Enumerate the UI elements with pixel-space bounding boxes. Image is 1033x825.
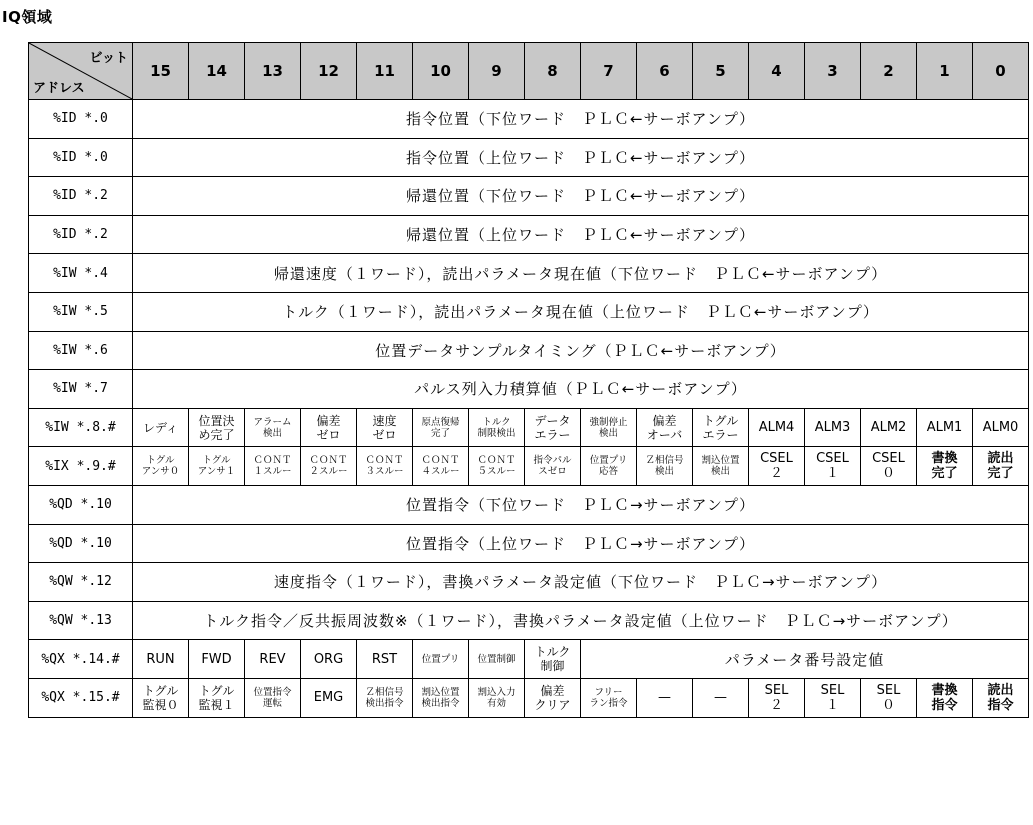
table-row [29, 138, 1029, 177]
bit-cell: ALM0 [973, 408, 1029, 447]
table-row [29, 331, 1029, 370]
bit-cell: 書換 完了 [917, 447, 973, 486]
address-cell: %QX *.15.# [29, 678, 133, 717]
bit-header: 15 [133, 43, 189, 100]
bit-cell: REV [245, 640, 301, 679]
address-cell: %ID *.2 [29, 177, 133, 216]
table-row [29, 524, 1029, 563]
word-description-cell: トルク指令／反共振周波数※（１ワード），書換パラメータ設定値（上位ワード ＰＬＣ→サーボアンプ） [133, 601, 1029, 640]
bit-header: 0 [973, 43, 1029, 100]
table-row [29, 563, 1029, 602]
bit-cell: 割込入力 有効 [469, 678, 525, 717]
bit-cell: トグル アンサ０ [133, 447, 189, 486]
bit-cell: トルク 制御 [525, 640, 581, 679]
bit-header: 4 [749, 43, 805, 100]
bit-cell: トルク 制限検出 [469, 408, 525, 447]
address-cell: %IW *.8.# [29, 408, 133, 447]
bit-cell: CSEL ２ [749, 447, 805, 486]
bit-header: 6 [637, 43, 693, 100]
table-row [29, 678, 1029, 717]
bit-cell: 偏差 ゼロ [301, 408, 357, 447]
bit-cell: ＣＯＮＴ １スルー [245, 447, 301, 486]
bit-cell: トグル アンサ１ [189, 447, 245, 486]
table-row [29, 215, 1029, 254]
address-cell: %QW *.13 [29, 601, 133, 640]
word-description-cell: 帰還位置（上位ワード ＰＬＣ←サーボアンプ） [133, 215, 1029, 254]
address-cell: %QX *.14.# [29, 640, 133, 679]
bit-cell: フリー ラン指令 [581, 678, 637, 717]
iq-area-table [28, 42, 1029, 718]
parameter-number-cell: パラメータ番号設定値 [581, 640, 1029, 679]
corner-header [29, 43, 133, 100]
word-description-cell: パルス列入力積算値（ＰＬＣ←サーボアンプ） [133, 370, 1029, 409]
address-cell: %IW *.6 [29, 331, 133, 370]
address-cell: %QW *.12 [29, 563, 133, 602]
word-description-cell: 速度指令（１ワード），書換パラメータ設定値（下位ワード ＰＬＣ→サーボアンプ） [133, 563, 1029, 602]
bit-cell: 読出 完了 [973, 447, 1029, 486]
address-cell: %IW *.4 [29, 254, 133, 293]
bit-cell: ＣＯＮＴ ３スルー [357, 447, 413, 486]
address-cell: %ID *.0 [29, 100, 133, 139]
bit-cell: 読出 指令 [973, 678, 1029, 717]
bit-cell: RUN [133, 640, 189, 679]
word-description-cell: 位置指令（上位ワード ＰＬＣ→サーボアンプ） [133, 524, 1029, 563]
word-description-cell: 位置指令（下位ワード ＰＬＣ→サーボアンプ） [133, 485, 1029, 524]
address-cell: %IW *.7 [29, 370, 133, 409]
bit-cell: ALM2 [861, 408, 917, 447]
address-cell: %QD *.10 [29, 485, 133, 524]
bit-cell: レディ [133, 408, 189, 447]
word-description-cell: 指令位置（上位ワード ＰＬＣ←サーボアンプ） [133, 138, 1029, 177]
corner-address-label: アドレス [33, 81, 85, 96]
bit-cell: 偏差 クリア [525, 678, 581, 717]
word-description-cell: トルク（１ワード），読出パラメータ現在値（上位ワード ＰＬＣ←サーボアンプ） [133, 292, 1029, 331]
corner-bit-label: ビット [89, 51, 128, 66]
table-row [29, 292, 1029, 331]
table-row [29, 370, 1029, 409]
bit-cell: ORG [301, 640, 357, 679]
word-description-cell: 位置データサンプルタイミング（ＰＬＣ←サーボアンプ） [133, 331, 1029, 370]
bit-cell: 書換 指令 [917, 678, 973, 717]
address-cell: %IX *.9.# [29, 447, 133, 486]
bit-header: 11 [357, 43, 413, 100]
bit-cell: アラーム 検出 [245, 408, 301, 447]
bit-cell: Ｚ相信号 検出 [637, 447, 693, 486]
bit-header: 5 [693, 43, 749, 100]
bit-cell: トグル 監視０ [133, 678, 189, 717]
bit-cell: 偏差 オーバ [637, 408, 693, 447]
bit-header: 13 [245, 43, 301, 100]
word-description-cell: 指令位置（下位ワード ＰＬＣ←サーボアンプ） [133, 100, 1029, 139]
table-row [29, 254, 1029, 293]
bit-cell: SEL １ [805, 678, 861, 717]
table-row [29, 408, 1029, 447]
bit-cell: RST [357, 640, 413, 679]
bit-header: 14 [189, 43, 245, 100]
word-description-cell: 帰還位置（下位ワード ＰＬＣ←サーボアンプ） [133, 177, 1029, 216]
bit-header: 3 [805, 43, 861, 100]
word-description-cell: 帰還速度（１ワード），読出パラメータ現在値（下位ワード ＰＬＣ←サーボアンプ） [133, 254, 1029, 293]
bit-cell: 位置プリ 応答 [581, 447, 637, 486]
bit-cell: CSEL ０ [861, 447, 917, 486]
bit-header: 1 [917, 43, 973, 100]
bit-cell: FWD [189, 640, 245, 679]
bit-header: 7 [581, 43, 637, 100]
table-row [29, 485, 1029, 524]
bit-cell: ＣＯＮＴ ４スルー [413, 447, 469, 486]
bit-cell: 位置プリ [413, 640, 469, 679]
table-body [29, 100, 1029, 718]
bit-cell: 速度 ゼロ [357, 408, 413, 447]
bit-cell: CSEL １ [805, 447, 861, 486]
bit-cell: 位置決 め完了 [189, 408, 245, 447]
bit-cell: 原点復帰 完了 [413, 408, 469, 447]
bit-cell: トグル 監視１ [189, 678, 245, 717]
bit-header: 9 [469, 43, 525, 100]
bit-cell: SEL ２ [749, 678, 805, 717]
bit-cell: ALM3 [805, 408, 861, 447]
address-cell: %IW *.5 [29, 292, 133, 331]
bit-cell: 指令パル スゼロ [525, 447, 581, 486]
table-row [29, 640, 1029, 679]
table-row [29, 177, 1029, 216]
table-row [29, 447, 1029, 486]
bit-header: 10 [413, 43, 469, 100]
bit-cell: 割込位置 検出指令 [413, 678, 469, 717]
bit-cell: 強制停止 検出 [581, 408, 637, 447]
bit-cell: Ｚ相信号 検出指令 [357, 678, 413, 717]
address-cell: %ID *.2 [29, 215, 133, 254]
bit-header: 8 [525, 43, 581, 100]
address-cell: %QD *.10 [29, 524, 133, 563]
bit-cell: データ エラー [525, 408, 581, 447]
bit-cell: ＣＯＮＴ ２スルー [301, 447, 357, 486]
bit-cell: 位置制御 [469, 640, 525, 679]
header-row [29, 43, 1029, 100]
bit-header: 12 [301, 43, 357, 100]
bit-cell: 割込位置 検出 [693, 447, 749, 486]
bit-cell: ALM1 [917, 408, 973, 447]
bit-cell: — [693, 678, 749, 717]
bit-cell: 位置指令 運転 [245, 678, 301, 717]
table-row [29, 100, 1029, 139]
bit-header: 2 [861, 43, 917, 100]
bit-cell: トグル エラー [693, 408, 749, 447]
bit-cell: EMG [301, 678, 357, 717]
bit-cell: ALM4 [749, 408, 805, 447]
bit-cell: SEL ０ [861, 678, 917, 717]
page-title: IQ領域 [2, 8, 53, 26]
bit-cell: ＣＯＮＴ ５スルー [469, 447, 525, 486]
table-row [29, 601, 1029, 640]
address-cell: %ID *.0 [29, 138, 133, 177]
bit-cell: — [637, 678, 693, 717]
